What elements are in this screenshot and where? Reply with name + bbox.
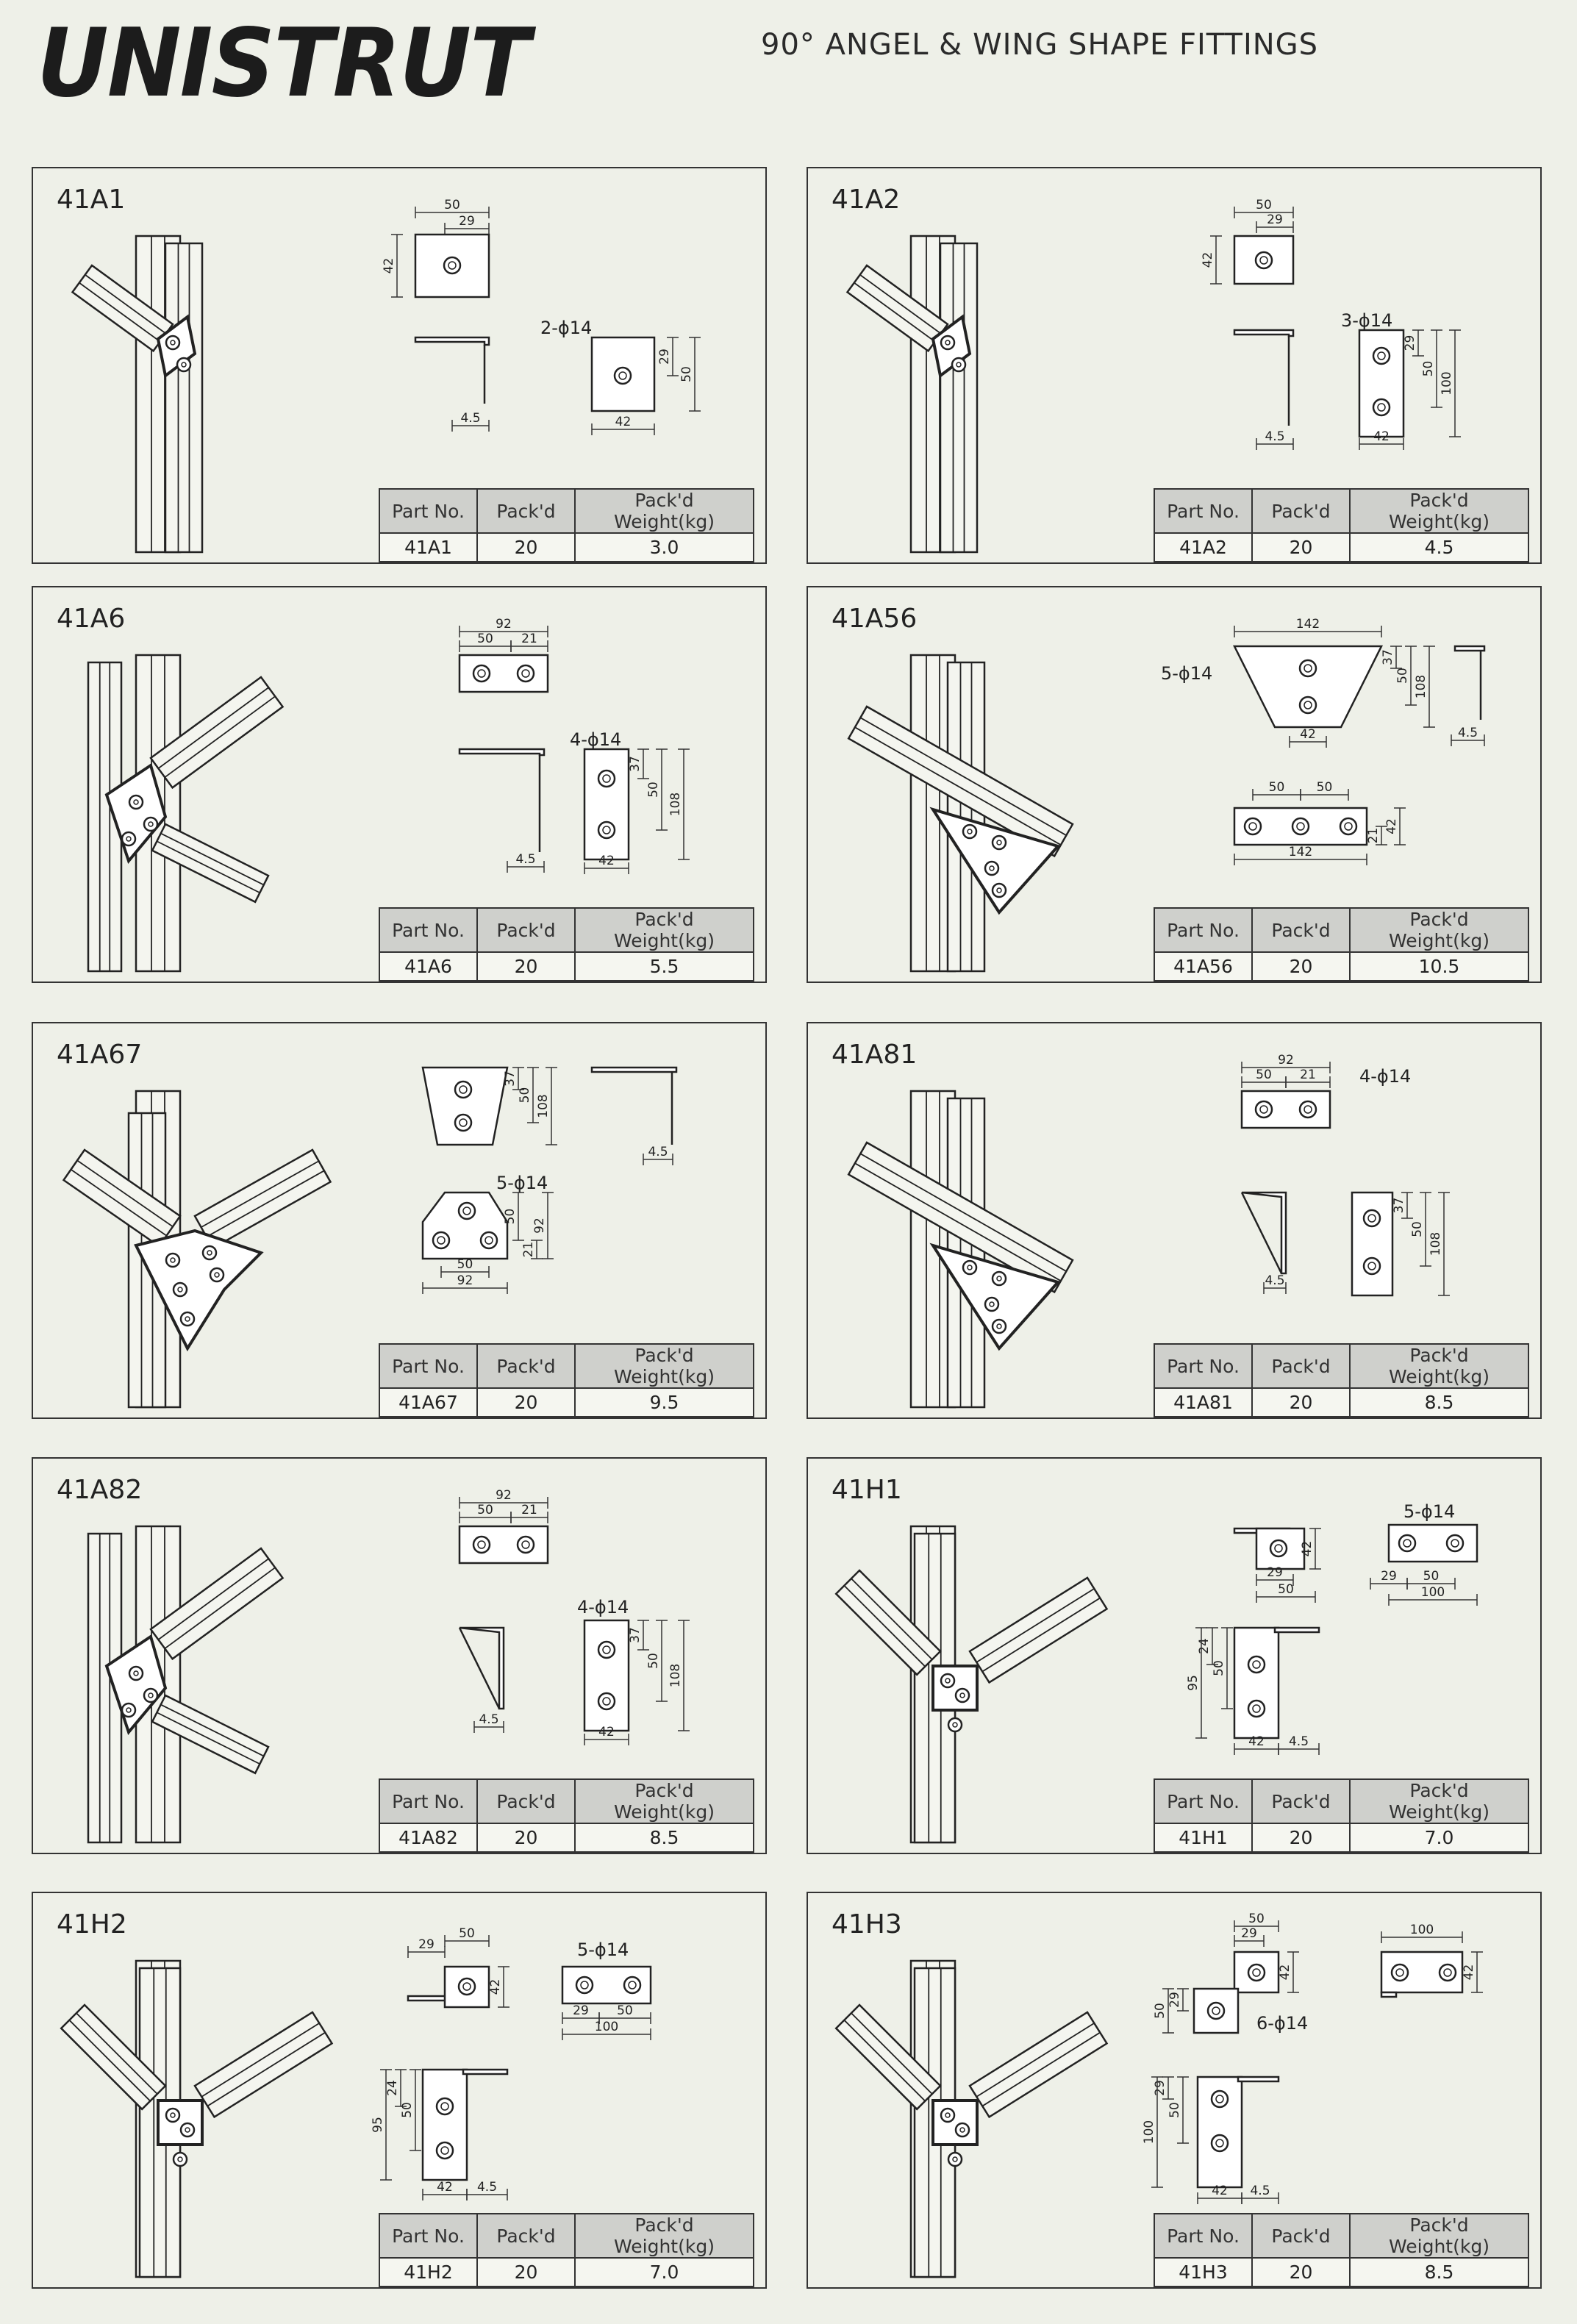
svg-text:24: 24: [1197, 1638, 1212, 1654]
svg-text:4-ϕ14: 4-ϕ14: [1359, 1066, 1412, 1087]
svg-text:142: 142: [1295, 617, 1320, 632]
svg-text:4.5: 4.5: [1457, 726, 1478, 740]
svg-text:108: 108: [668, 792, 683, 817]
svg-text:21: 21: [521, 632, 537, 646]
spec-header-row: [1154, 908, 1528, 952]
svg-text:108: 108: [668, 1663, 683, 1688]
fitting-dimension-drawing: [371, 602, 754, 896]
header-weight: Pack'd Weight(kg): [575, 2214, 754, 2258]
spec-row: [379, 2258, 754, 2287]
part-title: 41H1: [832, 1475, 902, 1505]
spec-table: [1154, 488, 1529, 562]
cell-part-no: 41H2: [379, 2258, 477, 2287]
svg-text:29: 29: [1267, 1565, 1283, 1580]
svg-text:50: 50: [617, 2003, 633, 2018]
fitting-panel-41a6: [32, 586, 767, 983]
svg-text:50: 50: [1395, 668, 1410, 684]
svg-text:50: 50: [459, 1926, 475, 1941]
fitting-assembly-drawing: [77, 214, 342, 552]
spec-row: [1154, 952, 1528, 981]
fitting-dimension-drawing: [1146, 602, 1528, 896]
cell-weight: 7.0: [1350, 1823, 1528, 1852]
cell-packd: 20: [477, 533, 575, 562]
svg-text:50: 50: [503, 1208, 518, 1225]
svg-text:108: 108: [1414, 674, 1428, 699]
svg-text:4.5: 4.5: [460, 411, 481, 426]
svg-text:5-ϕ14: 5-ϕ14: [1161, 663, 1213, 684]
svg-text:50: 50: [457, 1257, 473, 1272]
part-title: 41A81: [832, 1040, 918, 1070]
svg-text:29: 29: [1153, 2080, 1167, 2096]
svg-text:37: 37: [1381, 649, 1395, 665]
brand-logo: UNISTRUT: [37, 9, 529, 118]
svg-text:92: 92: [496, 617, 512, 632]
cell-weight: 4.5: [1350, 533, 1528, 562]
fitting-dimension-drawing: [1142, 1908, 1528, 2202]
fitting-assembly-drawing: [852, 214, 1117, 552]
header-weight: Pack'd Weight(kg): [1350, 2214, 1528, 2258]
svg-text:29: 29: [573, 2003, 589, 2018]
header-weight: Pack'd Weight(kg): [575, 1344, 754, 1388]
spec-header-row: [379, 1779, 754, 1823]
svg-text:50: 50: [1316, 780, 1333, 795]
svg-text:21: 21: [521, 1241, 536, 1258]
cell-weight: 10.5: [1350, 952, 1528, 981]
part-title: 41A2: [832, 185, 901, 215]
spec-table: [1154, 2213, 1529, 2287]
header-part-no: Part No.: [1154, 489, 1252, 533]
cell-packd: 20: [477, 1388, 575, 1417]
svg-text:5-ϕ14: 5-ϕ14: [496, 1173, 548, 1193]
svg-text:4.5: 4.5: [479, 1712, 499, 1727]
header-part-no: Part No.: [379, 489, 477, 533]
header-part-no: Part No.: [379, 908, 477, 952]
svg-text:42: 42: [1300, 1540, 1315, 1557]
fitting-panel-41a67: [32, 1022, 767, 1419]
fitting-assembly-drawing: [77, 1069, 342, 1407]
svg-text:4.5: 4.5: [1265, 1273, 1285, 1288]
spec-row: [379, 533, 754, 562]
fitting-assembly-drawing: [77, 1939, 342, 2277]
fitting-dimension-drawing: [1146, 1038, 1528, 1332]
cell-part-no: 41A82: [379, 1823, 477, 1852]
svg-text:50: 50: [1256, 198, 1272, 212]
header-weight: Pack'd Weight(kg): [1350, 908, 1528, 952]
cell-weight: 8.5: [1350, 1388, 1528, 1417]
cell-weight: 7.0: [575, 2258, 754, 2287]
cell-packd: 20: [477, 952, 575, 981]
spec-row: [1154, 533, 1528, 562]
svg-text:42: 42: [1462, 1964, 1476, 1981]
fitting-assembly-drawing: [852, 1069, 1117, 1407]
spec-header-row: [1154, 2214, 1528, 2258]
header-packd: Pack'd: [477, 1779, 575, 1823]
svg-text:50: 50: [1212, 1660, 1226, 1676]
fitting-dimension-drawing: [371, 1473, 754, 1767]
svg-text:29: 29: [657, 348, 672, 365]
fitting-dimension-drawing: [1146, 1473, 1528, 1767]
svg-text:21: 21: [1366, 827, 1381, 844]
spec-table: [379, 488, 754, 562]
svg-text:42: 42: [382, 257, 396, 274]
header-packd: Pack'd: [1252, 489, 1350, 533]
part-title: 41H3: [832, 1909, 902, 1939]
svg-text:50: 50: [1248, 1912, 1265, 1926]
spec-header-row: [379, 2214, 754, 2258]
svg-text:50: 50: [646, 1653, 661, 1669]
cell-packd: 20: [1252, 952, 1350, 981]
svg-text:5-ϕ14: 5-ϕ14: [577, 1939, 629, 1960]
fitting-panel-41h1: [807, 1457, 1542, 1854]
header-weight: Pack'd Weight(kg): [575, 908, 754, 952]
svg-text:3-ϕ14: 3-ϕ14: [1341, 310, 1393, 331]
fitting-dimension-drawing: [1146, 183, 1528, 477]
spec-table: [1154, 907, 1529, 982]
cell-part-no: 41H3: [1154, 2258, 1252, 2287]
fitting-assembly-drawing: [852, 1504, 1117, 1842]
svg-text:95: 95: [371, 2117, 385, 2133]
header-part-no: Part No.: [1154, 1344, 1252, 1388]
svg-text:50: 50: [1153, 2003, 1167, 2019]
svg-text:50: 50: [1423, 1569, 1440, 1584]
svg-text:29: 29: [1381, 1569, 1397, 1584]
cell-part-no: 41A81: [1154, 1388, 1252, 1417]
spec-header-row: [1154, 489, 1528, 533]
spec-table: [379, 1778, 754, 1853]
spec-header-row: [379, 489, 754, 533]
svg-text:42: 42: [1201, 251, 1215, 268]
spec-table: [379, 907, 754, 982]
header-packd: Pack'd: [1252, 1344, 1350, 1388]
svg-text:4.5: 4.5: [648, 1145, 668, 1159]
page-subtitle: 90° ANGEL & WING SHAPE FITTINGS: [761, 28, 1319, 62]
svg-text:4.5: 4.5: [1265, 429, 1285, 444]
svg-text:4-ϕ14: 4-ϕ14: [570, 729, 622, 750]
fitting-panel-41a82: [32, 1457, 767, 1854]
svg-text:100: 100: [594, 2020, 619, 2034]
header-part-no: Part No.: [379, 1344, 477, 1388]
svg-text:29: 29: [1167, 1992, 1182, 2008]
header-weight: Pack'd Weight(kg): [1350, 489, 1528, 533]
spec-header-row: [1154, 1344, 1528, 1388]
header-weight: Pack'd Weight(kg): [575, 489, 754, 533]
spec-table: [379, 2213, 754, 2287]
svg-text:37: 37: [1392, 1197, 1406, 1214]
fitting-assembly-drawing: [852, 1939, 1117, 2277]
fitting-panel-41a81: [807, 1022, 1542, 1419]
header-packd: Pack'd: [477, 489, 575, 533]
cell-weight: 8.5: [1350, 2258, 1528, 2287]
svg-text:92: 92: [1278, 1053, 1294, 1068]
svg-text:42: 42: [1373, 429, 1390, 444]
cell-packd: 20: [1252, 1388, 1350, 1417]
header-weight: Pack'd Weight(kg): [1350, 1344, 1528, 1388]
fitting-panel-41a1: [32, 167, 767, 564]
svg-text:50: 50: [1268, 780, 1285, 795]
svg-text:50: 50: [477, 1503, 493, 1517]
cell-packd: 20: [477, 1823, 575, 1852]
spec-table: [1154, 1778, 1529, 1853]
spec-row: [1154, 2258, 1528, 2287]
svg-text:42: 42: [488, 1978, 503, 1995]
svg-text:42: 42: [437, 2180, 453, 2195]
svg-text:29: 29: [459, 214, 475, 229]
spec-row: [379, 1388, 754, 1417]
svg-text:100: 100: [1420, 1585, 1445, 1600]
part-title: 41A82: [57, 1475, 143, 1505]
part-title: 41A6: [57, 604, 126, 634]
cell-part-no: 41A67: [379, 1388, 477, 1417]
svg-text:42: 42: [1212, 2184, 1228, 2198]
header-part-no: Part No.: [1154, 908, 1252, 952]
svg-text:50: 50: [679, 366, 694, 382]
svg-text:29: 29: [418, 1937, 435, 1952]
header-part-no: Part No.: [379, 1779, 477, 1823]
svg-text:100: 100: [1409, 1923, 1434, 1937]
svg-text:95: 95: [1186, 1675, 1201, 1691]
cell-packd: 20: [1252, 533, 1350, 562]
fitting-assembly-drawing: [852, 633, 1117, 971]
spec-row: [379, 952, 754, 981]
fitting-dimension-drawing: [371, 1908, 754, 2202]
svg-text:50: 50: [646, 782, 661, 798]
svg-text:4.5: 4.5: [1250, 2184, 1270, 2198]
spec-header-row: [379, 908, 754, 952]
header-packd: Pack'd: [1252, 1779, 1350, 1823]
svg-text:4.5: 4.5: [476, 2180, 498, 2195]
header-weight: Pack'd Weight(kg): [1350, 1779, 1528, 1823]
svg-text:4.5: 4.5: [515, 852, 536, 867]
svg-text:50: 50: [1421, 360, 1436, 377]
header-packd: Pack'd: [1252, 908, 1350, 952]
cell-packd: 20: [1252, 2258, 1350, 2287]
svg-text:4-ϕ14: 4-ϕ14: [577, 1597, 629, 1617]
cell-part-no: 41A1: [379, 533, 477, 562]
cell-packd: 20: [477, 2258, 575, 2287]
svg-text:5-ϕ14: 5-ϕ14: [1403, 1501, 1456, 1522]
fitting-panel-41a56: [807, 586, 1542, 983]
spec-table: [379, 1343, 754, 1417]
svg-text:50: 50: [477, 632, 493, 646]
cell-part-no: 41H1: [1154, 1823, 1252, 1852]
svg-text:4.5: 4.5: [1288, 1734, 1309, 1749]
cell-part-no: 41A56: [1154, 952, 1252, 981]
svg-text:50: 50: [444, 198, 460, 212]
spec-row: [1154, 1823, 1528, 1852]
svg-text:37: 37: [628, 1627, 643, 1643]
spec-header-row: [1154, 1779, 1528, 1823]
svg-text:2-ϕ14: 2-ϕ14: [540, 318, 593, 338]
svg-text:6-ϕ14: 6-ϕ14: [1256, 2013, 1309, 2034]
spec-table: [1154, 1343, 1529, 1417]
header-packd: Pack'd: [477, 2214, 575, 2258]
header-packd: Pack'd: [477, 1344, 575, 1388]
svg-text:29: 29: [1241, 1926, 1257, 1941]
svg-text:50: 50: [1278, 1582, 1294, 1597]
part-title: 41A56: [832, 604, 918, 634]
svg-text:42: 42: [615, 415, 632, 429]
cell-weight: 5.5: [575, 952, 754, 981]
svg-text:42: 42: [1384, 818, 1399, 834]
svg-text:29: 29: [1403, 335, 1417, 351]
fitting-panel-41a2: [807, 167, 1542, 564]
svg-text:108: 108: [536, 1094, 551, 1118]
cell-packd: 20: [1252, 1823, 1350, 1852]
spec-row: [379, 1823, 754, 1852]
header-packd: Pack'd: [477, 908, 575, 952]
cell-part-no: 41A2: [1154, 533, 1252, 562]
cell-part-no: 41A6: [379, 952, 477, 981]
svg-text:42: 42: [1300, 727, 1316, 742]
svg-text:37: 37: [628, 756, 643, 772]
spec-header-row: [379, 1344, 754, 1388]
cell-weight: 3.0: [575, 533, 754, 562]
svg-text:21: 21: [1300, 1068, 1316, 1082]
svg-text:42: 42: [1278, 1964, 1292, 1981]
fitting-dimension-drawing: [371, 1038, 754, 1332]
cell-weight: 8.5: [575, 1823, 754, 1852]
fitting-assembly-drawing: [77, 633, 342, 971]
fitting-dimension-drawing: [371, 183, 754, 477]
svg-text:21: 21: [521, 1503, 537, 1517]
fitting-assembly-drawing: [77, 1504, 342, 1842]
svg-text:50: 50: [1256, 1068, 1272, 1082]
svg-text:37: 37: [503, 1070, 518, 1087]
svg-text:50: 50: [518, 1087, 532, 1104]
svg-text:100: 100: [1142, 2120, 1156, 2145]
fitting-panel-41h3: [807, 1892, 1542, 2289]
svg-text:24: 24: [385, 2080, 400, 2096]
part-title: 41A1: [57, 185, 126, 215]
svg-text:42: 42: [598, 854, 615, 868]
svg-text:50: 50: [400, 2102, 415, 2118]
svg-text:108: 108: [1428, 1231, 1443, 1256]
svg-text:100: 100: [1440, 371, 1454, 396]
svg-text:92: 92: [496, 1488, 512, 1503]
svg-text:50: 50: [1410, 1221, 1425, 1237]
svg-text:142: 142: [1288, 845, 1313, 859]
cell-weight: 9.5: [575, 1388, 754, 1417]
part-title: 41A67: [57, 1040, 143, 1070]
svg-text:42: 42: [1248, 1734, 1265, 1749]
fitting-panel-41h2: [32, 1892, 767, 2289]
header-part-no: Part No.: [1154, 1779, 1252, 1823]
header-weight: Pack'd Weight(kg): [575, 1779, 754, 1823]
svg-text:92: 92: [457, 1273, 473, 1288]
svg-text:42: 42: [598, 1725, 615, 1740]
header-part-no: Part No.: [379, 2214, 477, 2258]
part-title: 41H2: [57, 1909, 127, 1939]
svg-text:29: 29: [1267, 212, 1283, 227]
header-packd: Pack'd: [1252, 2214, 1350, 2258]
svg-text:92: 92: [532, 1218, 547, 1234]
spec-row: [1154, 1388, 1528, 1417]
svg-text:50: 50: [1167, 2102, 1182, 2118]
header-part-no: Part No.: [1154, 2214, 1252, 2258]
